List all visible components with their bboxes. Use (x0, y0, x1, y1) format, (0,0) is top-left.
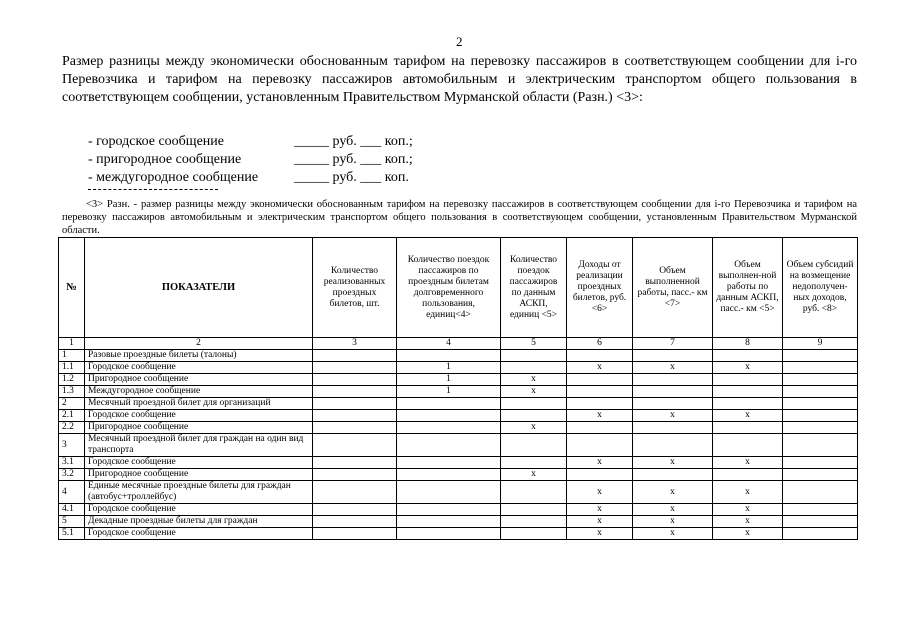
indicator-cell: Городское сообщение (85, 504, 313, 516)
value-cell: х (567, 481, 633, 504)
value-cell (713, 434, 783, 457)
value-cell (313, 410, 397, 422)
value-cell: х (501, 469, 567, 481)
value-cell: х (633, 410, 713, 422)
value-cell (501, 516, 567, 528)
page-number: 2 (456, 34, 463, 49)
sub-item-intercity (88, 169, 409, 187)
sub-item-value: _____ руб. ___ коп.; (294, 152, 413, 167)
sub-item-label: - междугородное сообщение (88, 170, 259, 185)
value-cell (783, 481, 858, 504)
value-cell (633, 386, 713, 398)
value-cell (501, 434, 567, 457)
value-cell (783, 350, 858, 362)
value-cell (783, 457, 858, 469)
value-cell: х (633, 528, 713, 540)
header-cell: Объем субсидий на возмещение недополучен-ных доходов, руб. <8> (783, 238, 858, 338)
row-number-cell: 2.2 (59, 422, 85, 434)
value-cell (633, 398, 713, 410)
column-number: 8 (713, 338, 783, 350)
value-cell: х (501, 422, 567, 434)
table-row (59, 350, 858, 362)
column-number: 4 (397, 338, 501, 350)
value-cell (783, 362, 858, 374)
value-cell (567, 398, 633, 410)
value-cell (501, 504, 567, 516)
value-cell (633, 469, 713, 481)
value-cell (567, 434, 633, 457)
value-cell (713, 386, 783, 398)
row-number-cell: 1.1 (59, 362, 85, 374)
column-number-row (59, 338, 858, 350)
value-cell (313, 504, 397, 516)
value-cell (501, 398, 567, 410)
indicator-cell: Месячный проездной билет для организаций (85, 398, 313, 410)
row-number-cell: 5.1 (59, 528, 85, 540)
value-cell (633, 350, 713, 362)
value-cell: х (633, 457, 713, 469)
value-cell (783, 434, 858, 457)
value-cell (567, 422, 633, 434)
row-number-cell: 2 (59, 398, 85, 410)
table-row (59, 528, 858, 540)
value-cell: х (713, 516, 783, 528)
value-cell (313, 386, 397, 398)
table-row (59, 504, 858, 516)
value-cell (501, 457, 567, 469)
indicator-cell: Единые месячные проездные билеты для граждан (автобус+троллейбус) (85, 481, 313, 504)
value-cell (397, 434, 501, 457)
value-cell (501, 362, 567, 374)
row-number-cell: 2.1 (59, 410, 85, 422)
value-cell (313, 374, 397, 386)
sub-item-label: - пригородное сообщение (88, 152, 242, 167)
sub-item-label: - городское сообщение (88, 134, 224, 149)
row-number-cell: 1 (59, 350, 85, 362)
value-cell (633, 422, 713, 434)
header-cell: Количество реализованных проездных билетов, шт. (313, 238, 397, 338)
row-number-cell: 1.3 (59, 386, 85, 398)
value-cell: х (567, 516, 633, 528)
header-cell: Объем выполнен-ной работы по данным АСКП, пасс.- км <5> (713, 238, 783, 338)
value-cell (783, 386, 858, 398)
value-cell: 1 (397, 362, 501, 374)
value-cell: х (713, 362, 783, 374)
table-row (59, 386, 858, 398)
value-cell: х (713, 457, 783, 469)
value-cell (397, 398, 501, 410)
value-cell: х (567, 362, 633, 374)
row-number-cell: 5 (59, 516, 85, 528)
value-cell: х (633, 481, 713, 504)
sub-item-value: _____ руб. ___ коп. (294, 170, 409, 185)
table-row (59, 516, 858, 528)
header-cell: ПОКАЗАТЕЛИ (85, 238, 313, 338)
value-cell (313, 528, 397, 540)
value-cell: х (567, 504, 633, 516)
column-number: 1 (59, 338, 85, 350)
value-cell (501, 350, 567, 362)
table-row (59, 410, 858, 422)
table-row (59, 422, 858, 434)
value-cell (313, 457, 397, 469)
table-body (59, 350, 858, 540)
column-number: 9 (783, 338, 858, 350)
value-cell (397, 528, 501, 540)
header-cell: Количество поездок пассажиров по данным АСКП, единиц <5> (501, 238, 567, 338)
indicator-cell: Пригородное сообщение (85, 374, 313, 386)
value-cell: х (501, 374, 567, 386)
row-number-cell: 3 (59, 434, 85, 457)
value-cell (313, 469, 397, 481)
value-cell: 1 (397, 374, 501, 386)
value-cell: х (713, 481, 783, 504)
value-cell (567, 374, 633, 386)
table-row (59, 469, 858, 481)
value-cell: х (567, 410, 633, 422)
value-cell (633, 374, 713, 386)
column-number: 2 (85, 338, 313, 350)
column-number: 3 (313, 338, 397, 350)
value-cell: х (713, 528, 783, 540)
indicator-cell: Разовые проездные билеты (талоны) (85, 350, 313, 362)
value-cell (397, 422, 501, 434)
value-cell (783, 422, 858, 434)
header-cell: Доходы от реализации проездных билетов, руб. <6> (567, 238, 633, 338)
value-cell (783, 374, 858, 386)
header-cell: № (59, 238, 85, 338)
value-cell (501, 410, 567, 422)
value-cell (313, 350, 397, 362)
value-cell: х (501, 386, 567, 398)
table-row (59, 434, 858, 457)
table-row (59, 398, 858, 410)
value-cell (567, 350, 633, 362)
header-cell: Количество поездок пассажиров по проездным билетам долговременного пользования, единиц<4> (397, 238, 501, 338)
value-cell (397, 350, 501, 362)
value-cell (397, 516, 501, 528)
header-cell: Объем выполненной работы, пасс.- км <7> (633, 238, 713, 338)
value-cell (567, 469, 633, 481)
value-cell (397, 504, 501, 516)
row-number-cell: 4.1 (59, 504, 85, 516)
sub-item-value: _____ руб. ___ коп.; (294, 134, 413, 149)
value-cell (313, 481, 397, 504)
value-cell (313, 398, 397, 410)
indicator-cell: Городское сообщение (85, 528, 313, 540)
indicator-cell: Городское сообщение (85, 410, 313, 422)
indicator-cell: Городское сообщение (85, 362, 313, 374)
value-cell: х (633, 362, 713, 374)
value-cell (713, 350, 783, 362)
sub-item-suburban (88, 151, 413, 169)
footnote: <3> Разн. - размер разницы между экономически обоснованным тарифом на перевозку пассажиров в соответствующем сообщении для i-го Перевозчика и тарифом на перевозку пассажиров автомобильным и электрическим транспортом общего пользования в соответствующем сообщении, установленным Правительством Мурманской области. (62, 199, 857, 236)
table-row (59, 374, 858, 386)
row-number-cell: 4 (59, 481, 85, 504)
row-number-cell: 3.2 (59, 469, 85, 481)
value-cell (783, 410, 858, 422)
value-cell (397, 481, 501, 504)
footnote-separator (88, 189, 218, 190)
indicator-cell: Пригородное сообщение (85, 422, 313, 434)
row-number-cell: 1.2 (59, 374, 85, 386)
value-cell (713, 398, 783, 410)
value-cell (397, 469, 501, 481)
indicator-cell: Пригородное сообщение (85, 469, 313, 481)
value-cell (783, 516, 858, 528)
value-cell (783, 398, 858, 410)
value-cell (783, 469, 858, 481)
value-cell (313, 422, 397, 434)
value-cell (567, 386, 633, 398)
value-cell: х (633, 504, 713, 516)
value-cell (313, 516, 397, 528)
value-cell (713, 469, 783, 481)
value-cell (397, 457, 501, 469)
value-cell (633, 434, 713, 457)
value-cell (313, 362, 397, 374)
value-cell (713, 374, 783, 386)
table-row (59, 481, 858, 504)
value-cell: х (713, 504, 783, 516)
intro-paragraph: Размер разницы между экономически обоснованным тарифом на перевозку пассажиров в соответствующем сообщении для i-го Перевозчика и тарифом на перевозку пассажиров автомобильным и электрическим транспортом общего пользования в соответствующем сообщении, установленным Правительством Мурманской области (Разн.) <3>: (62, 54, 857, 105)
value-cell (783, 528, 858, 540)
value-cell: х (713, 410, 783, 422)
value-cell: х (633, 516, 713, 528)
column-number: 5 (501, 338, 567, 350)
indicator-cell: Междугородное сообщение (85, 386, 313, 398)
value-cell (713, 422, 783, 434)
table-row (59, 457, 858, 469)
value-cell: х (567, 528, 633, 540)
indicator-cell: Декадные проездные билеты для граждан (85, 516, 313, 528)
column-number: 7 (633, 338, 713, 350)
indicator-cell: Городское сообщение (85, 457, 313, 469)
indicator-cell: Месячный проездной билет для граждан на один вид транспорта (85, 434, 313, 457)
row-number-cell: 3.1 (59, 457, 85, 469)
value-cell (501, 528, 567, 540)
sub-item-city (88, 133, 413, 151)
value-cell: х (567, 457, 633, 469)
value-cell (783, 504, 858, 516)
value-cell (501, 481, 567, 504)
indicators-table (58, 237, 858, 540)
column-number: 6 (567, 338, 633, 350)
table-header-row (59, 238, 858, 338)
value-cell (397, 410, 501, 422)
table-row (59, 362, 858, 374)
value-cell (313, 434, 397, 457)
value-cell: 1 (397, 386, 501, 398)
